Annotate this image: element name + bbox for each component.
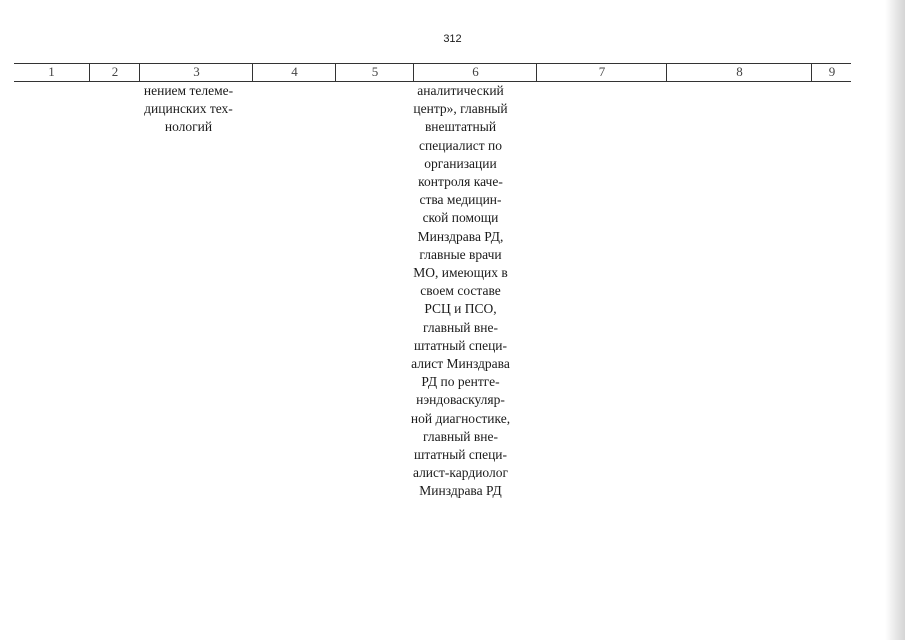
column-header-1: 1 xyxy=(48,64,55,79)
row-cell-col3: нением телеме- дицинских тех- нологий xyxy=(143,83,234,135)
table-header-row xyxy=(14,63,851,82)
column-header-9: 9 xyxy=(811,64,852,81)
page-number: 312 xyxy=(443,33,462,45)
column-header-8: 8 xyxy=(666,64,812,81)
column-header-7: 7 xyxy=(536,64,667,81)
column-header-3: 3 xyxy=(139,64,253,81)
column-header-5: 5 xyxy=(335,64,414,81)
row-cell-col6: аналитический центр», главный внештатный специалист по организации контроля каче- ства медицин- ской помощи Минздрава РД, главные врачи МО, имеющих в своем составе РСЦ и ПСО, главный вне- штатный специ- алист Минздрава РД по рентге- нэндоваскуляр- ной диагностике, главный вне- штатный специ- алист-кардиолог Минздрава РД xyxy=(410,83,511,499)
scan-edge-shadow xyxy=(885,0,905,640)
column-header-2: 2 xyxy=(89,64,140,81)
column-header-4: 4 xyxy=(252,64,336,81)
column-header-6: 6 xyxy=(413,64,537,81)
